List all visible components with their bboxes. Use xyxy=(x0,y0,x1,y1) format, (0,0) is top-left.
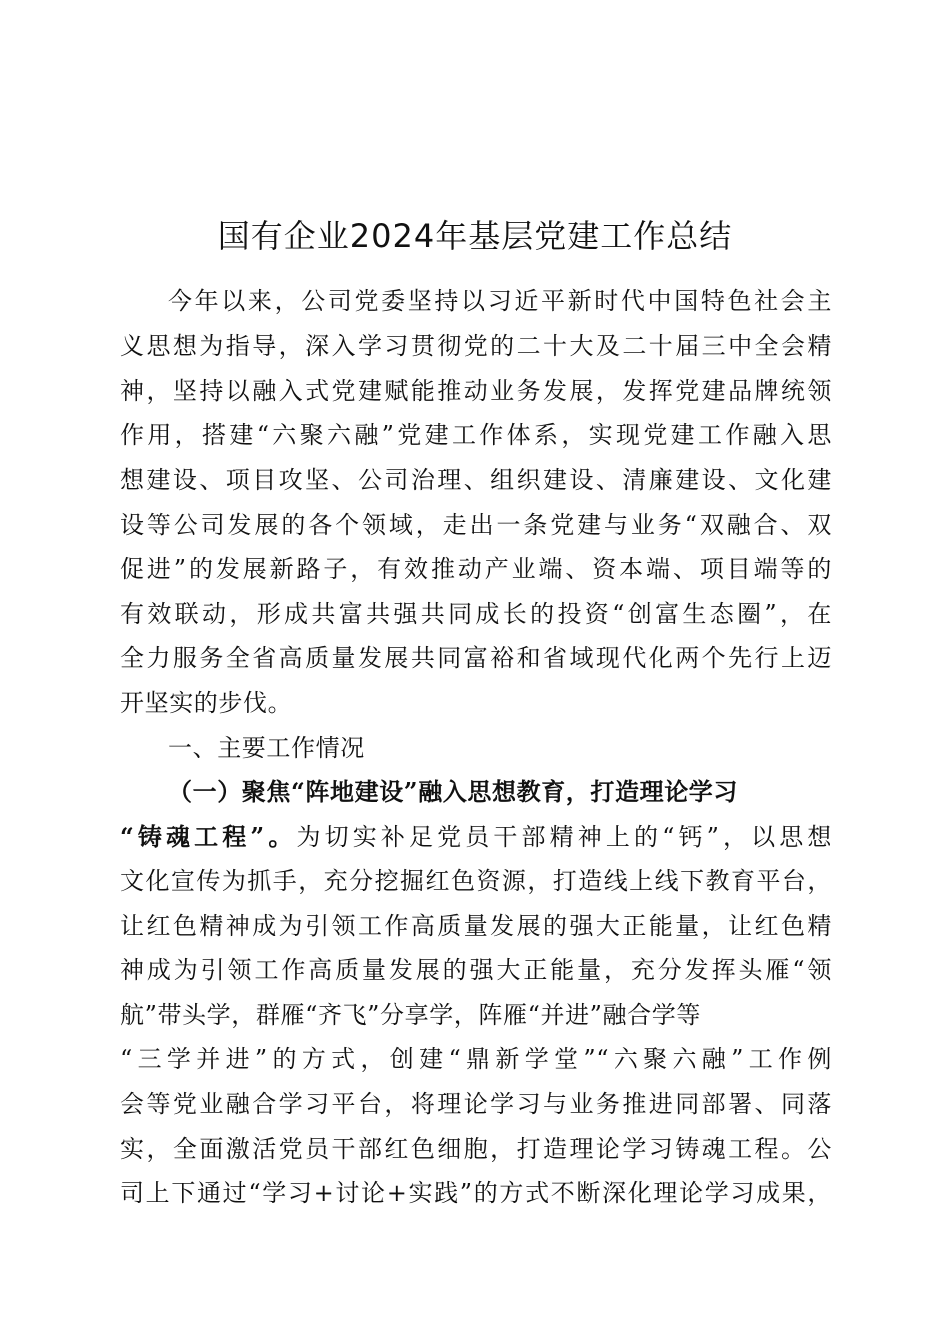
body-line: 会等党业融合学习平台，将理论学习与业务推进同部署、同落 xyxy=(120,1090,832,1118)
intro-line: 作用，搭建“六聚六融”党建工作体系，实现党建工作融入思 xyxy=(120,421,832,449)
body-line: “三学并进”的方式，创建“鼎新学堂”“六聚六融”工作例 xyxy=(120,1045,832,1073)
intro-line: 有效联动，形成共富共强共同成长的投资“创富生态圈”，在 xyxy=(120,600,832,628)
body-line: 司上下通过“学习+讨论+实践”的方式不断深化理论学习成果， xyxy=(120,1179,832,1207)
intro-line: 设等公司发展的各个领域，走出一条党建与业务“双融合、双 xyxy=(120,511,832,539)
intro-line: 促进”的发展新路子，有效推动产业端、资本端、项目端等的 xyxy=(120,555,832,583)
intro-line: 开坚实的步伐。 xyxy=(120,689,293,717)
intro-line: 全力服务全省高质量发展共同富裕和省域现代化两个先行上迈 xyxy=(120,644,832,672)
body-line: 让红色精神成为引领工作高质量发展的强大正能量，让红色精 xyxy=(120,912,832,940)
intro-line: 神，坚持以融入式党建赋能推动业务发展，发挥党建品牌统领 xyxy=(120,377,832,405)
intro-line: 义思想为指导，深入学习贯彻党的二十大及二十届三中全会精 xyxy=(120,332,832,360)
intro-line: 想建设、项目攻坚、公司治理、组织建设、清廉建设、文化建 xyxy=(120,466,832,494)
subsection-heading: （一）聚焦“阵地建设”融入思想教育，打造理论学习 xyxy=(168,777,739,806)
subsection-heading-continued: “铸魂工程”。 xyxy=(120,822,297,851)
intro-line: 今年以来，公司党委坚持以习近平新时代中国特色社会主 xyxy=(168,287,832,315)
body-line: 神成为引领工作高质量发展的强大正能量，充分发挥头雁“领 xyxy=(120,956,832,984)
section-heading: 一、主要工作情况 xyxy=(168,734,365,762)
document-title: 国有企业2024年基层党建工作总结 xyxy=(217,217,733,255)
body-line: 实，全面激活党员干部红色细胞，打造理论学习铸魂工程。公 xyxy=(120,1135,832,1163)
body-text: 为切实补足党员干部精神上的“钙”，以思想 xyxy=(296,823,832,851)
body-line-first xyxy=(120,815,832,859)
body-line: 文化宣传为抓手，充分挖掘红色资源，打造线上线下教育平台， xyxy=(120,867,832,895)
body-line: 航”带头学，群雁“齐飞”分享学，阵雁“并进”融合学等 xyxy=(120,1001,701,1029)
